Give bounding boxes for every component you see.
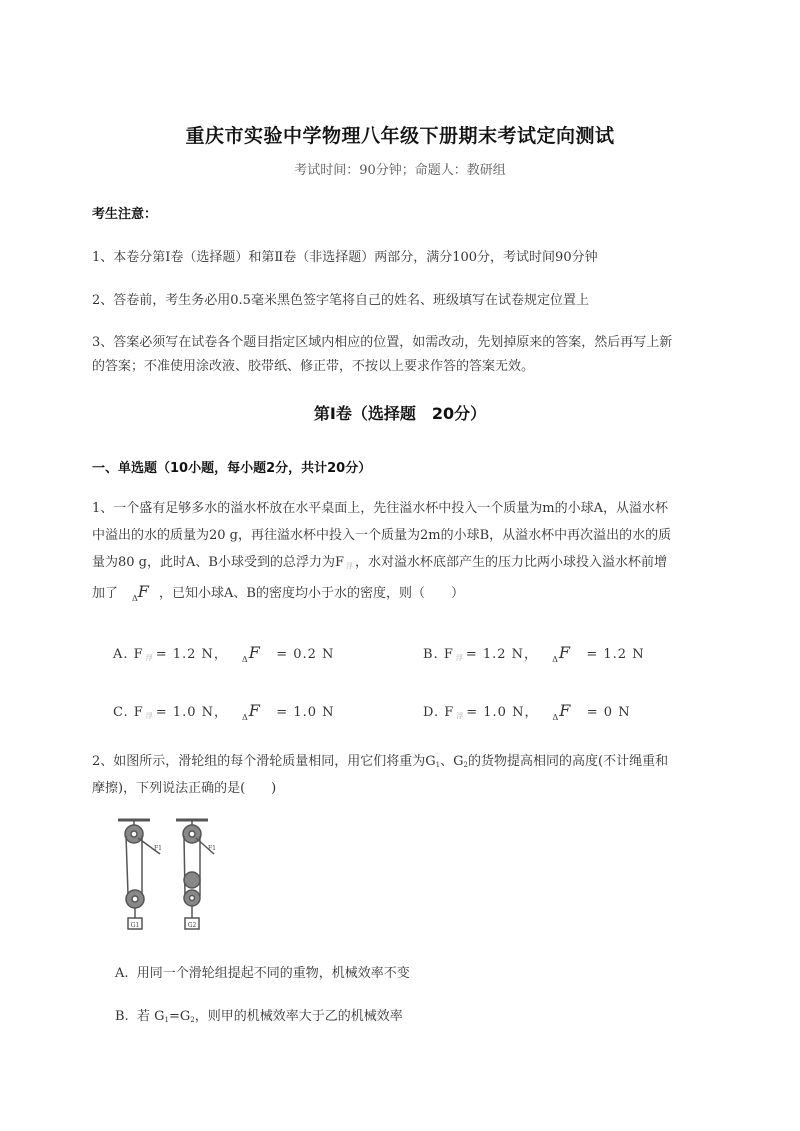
- notice-heading: 考生注意：: [92, 207, 158, 222]
- q2-line-2: 摩擦)，下列说法正确的是( ): [92, 781, 277, 796]
- q1-line-2: 中溢出的水的质量为20 g，再往溢水杯中投入一个质量为2m的小球B，从溢水杯中再次溢出的水的质: [92, 528, 672, 543]
- notice-item-3-cont: 的答案；不准使用涂改液、胶带纸、修正带，不按以上要求作答的答案无效。: [92, 359, 535, 374]
- q2-option-b[interactable]: B. 若 G1=G2，则甲的机械效率大于乙的机械效率: [115, 1009, 403, 1024]
- notice-item-3: 3、答案必须写在试卷各个题目指定区域内相应的位置，如需改动，先划掉原来的答案，然后再写上新: [92, 335, 673, 350]
- exam-subtitle: 考试时间：90分钟；命题人：教研组: [294, 163, 506, 178]
- q1-line-1: 1、一个盛有足够多水的溢水杯放在水平桌面上，先往溢水杯中投入一个质量为m的小球A，从溢水杯: [92, 501, 668, 516]
- svg-text:G2: G2: [187, 922, 197, 929]
- q2-line-1: 2、如图所示，滑轮组的每个滑轮质量相同，用它们将重为G1、G2的货物提高相同的高度(不计绳重和: [92, 754, 669, 769]
- q1-option-c[interactable]: C. F $_浮$ = 1.0 N， $_\Delta$F = 1.0 N: [113, 701, 335, 722]
- q1-line-3: 量为80 g，此时A、B小球受到的总浮力为F $_浮$ ，水对溢水杯底部产生的压力比两小球投入溢水杯前增: [92, 555, 667, 570]
- svg-text:F1: F1: [208, 845, 216, 852]
- q1-line-4: 加了 $_\Delta$F ，已知小球A、B的密度均小于水的密度，则（ ）: [92, 582, 464, 603]
- notice-item-2: 2、答卷前，考生务必用0.5毫米黑色签字笔将自己的姓名、班级填写在试卷规定位置上: [92, 293, 589, 308]
- q2-option-a[interactable]: A. 用同一个滑轮组提起不同的重物，机械效率不变: [115, 966, 410, 981]
- exam-title: 重庆市实验中学物理八年级下册期末考试定向测试: [185, 125, 615, 147]
- svg-text:F1: F1: [154, 845, 162, 852]
- pulley-diagram: [108, 814, 238, 934]
- svg-text:G1: G1: [130, 922, 140, 929]
- section-title: 第Ⅰ卷（选择题 20分）: [313, 404, 487, 423]
- part-heading: 一、单选题（10小题，每小题2分，共计20分）: [92, 461, 372, 476]
- notice-item-1: 1、本卷分第Ⅰ卷（选择题）和第Ⅱ卷（非选择题）两部分，满分100分，考试时间90分钟: [92, 250, 598, 265]
- q1-option-b[interactable]: B. F $_浮$ = 1.2 N， $_\Delta$F = 1.2 N: [423, 643, 645, 664]
- q1-option-d[interactable]: D. F $_浮$ = 1.0 N， $_\Delta$F = 0 N: [423, 701, 631, 722]
- q1-option-a[interactable]: A. F $_浮$ = 1.2 N， $_\Delta$F = 0.2 N: [113, 643, 335, 664]
